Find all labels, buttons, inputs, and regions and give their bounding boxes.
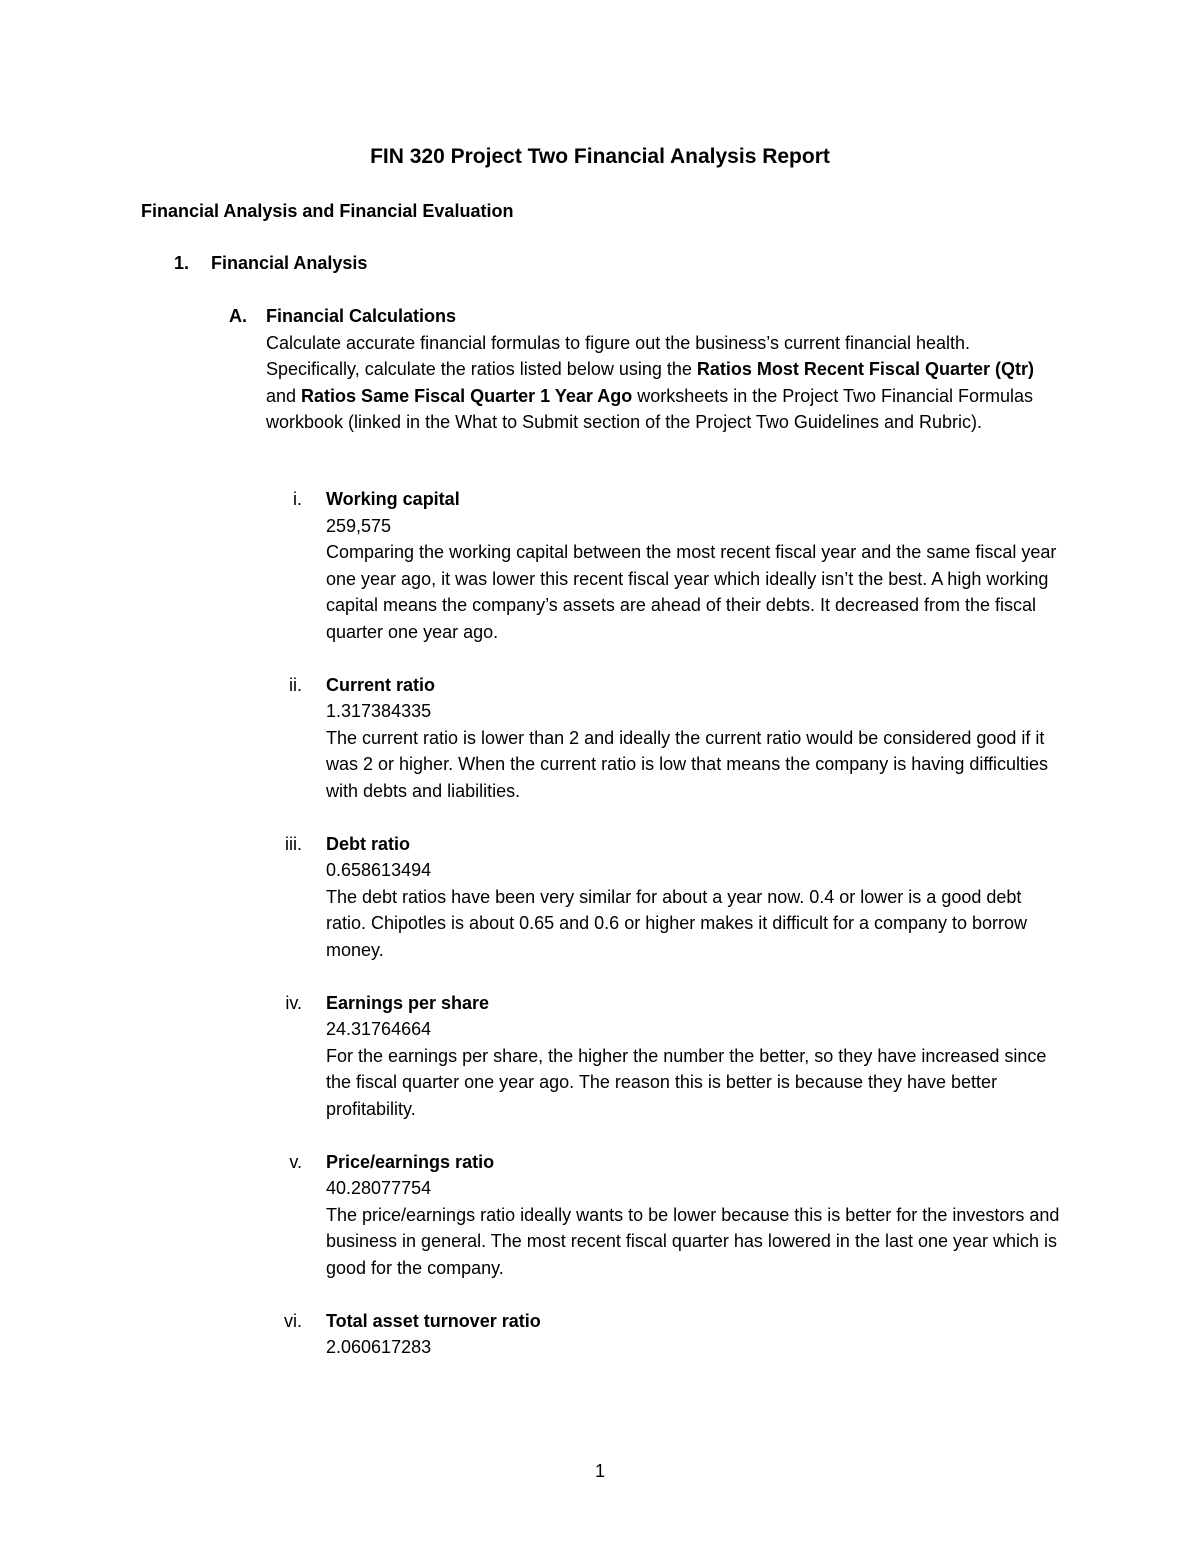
subsection-paragraph: [266, 330, 1049, 436]
ratio-item-value: 1.317384335: [326, 701, 432, 721]
ratio-item-numeral: iii.: [285, 833, 302, 854]
ratio-item-value: 0.658613494: [326, 860, 432, 880]
ratio-item: [274, 1308, 1064, 1361]
ratio-item-label: Earnings per share: [326, 992, 490, 1013]
ratio-item-text: The price/earnings ratio ideally wants to be lower because this is better for the investors and business in general. The most recent fiscal quarter has lowered in the last one year which is good for the company.: [326, 1204, 1060, 1278]
ratio-item: [274, 486, 1064, 645]
ratio-item-label: Debt ratio: [326, 833, 411, 854]
ratio-item-label: Total asset turnover ratio: [326, 1310, 541, 1331]
ratio-item-label: Price/earnings ratio: [326, 1151, 495, 1172]
ratio-item: [274, 831, 1064, 964]
ratio-item-text: The debt ratios have been very similar for about a year now. 0.4 or lower is a good debt ratio. Chipotles is about 0.65 and 0.6 or higher makes it difficult for a company to borrow money.: [326, 886, 1028, 960]
numbered-heading-label: Financial Analysis: [211, 253, 368, 273]
subsection-text-1: Calculate accurate financial formulas to figure out the business’s current financial health. Specifically, calculate the ratios listed below using the: [266, 332, 971, 379]
ratio-item-value: 2.060617283: [326, 1337, 432, 1357]
ratio-item-text: Comparing the working capital between the most recent fiscal year and the same fiscal year one year ago, it was lower this recent fiscal year which ideally isn’t the best. A high working capital means the company’s assets are ahead of their debts. It decreased from the fiscal quarter one year ago.: [326, 542, 1057, 642]
ratio-list: [274, 486, 1064, 1387]
subsection-text-3: worksheets in the Project Two Financial Formulas workbook (linked in the What to Submit section of the Project Two Guidelines and Rubric).: [266, 385, 1034, 432]
section-heading: Financial Analysis and Financial Evaluation: [141, 201, 514, 221]
ratio-item-value: 40.28077754: [326, 1178, 432, 1198]
ratio-item-numeral: i.: [293, 489, 302, 509]
subsection-heading: Financial Calculations: [266, 306, 457, 326]
ratio-item-numeral: ii.: [289, 674, 302, 695]
ratio-item-label: Working capital: [326, 489, 460, 509]
subsection-bold-2: Ratios Same Fiscal Quarter 1 Year Ago: [301, 385, 633, 406]
page-number: 1: [594, 1461, 605, 1481]
subsection-body: [266, 303, 1049, 436]
ratio-item-text: The current ratio is lower than 2 and ideally the current ratio would be considered good if it was 2 or higher. When the current ratio is low that means the company is having difficulties with debts and liabilities.: [326, 727, 1049, 801]
subsection: [229, 303, 1049, 436]
numbered-heading-number: 1.: [174, 253, 190, 273]
ratio-item: [274, 990, 1064, 1123]
ratio-item: [274, 672, 1064, 805]
ratio-item: [274, 1149, 1064, 1282]
ratio-item-value: 259,575: [326, 515, 392, 536]
ratio-item-label: Current ratio: [326, 674, 436, 695]
subsection-bold-1: Ratios Most Recent Fiscal Quarter (Qtr): [696, 359, 1034, 379]
document-title: FIN 320 Project Two Financial Analysis Report: [370, 145, 830, 168]
ratio-item-numeral: vi.: [284, 1310, 302, 1331]
ratio-item-text: For the earnings per share, the higher the number the better, so they have increased since the fiscal quarter one year ago. The reason this is better is because they have better profitability.: [326, 1045, 1047, 1119]
numbered-heading: [174, 250, 367, 277]
ratio-item-numeral: iv.: [285, 992, 302, 1013]
ratio-item-value: 24.31764664: [326, 1019, 432, 1039]
subsection-letter: A.: [229, 306, 247, 326]
ratio-item-numeral: v.: [289, 1151, 302, 1172]
subsection-text-2: and: [266, 385, 302, 406]
